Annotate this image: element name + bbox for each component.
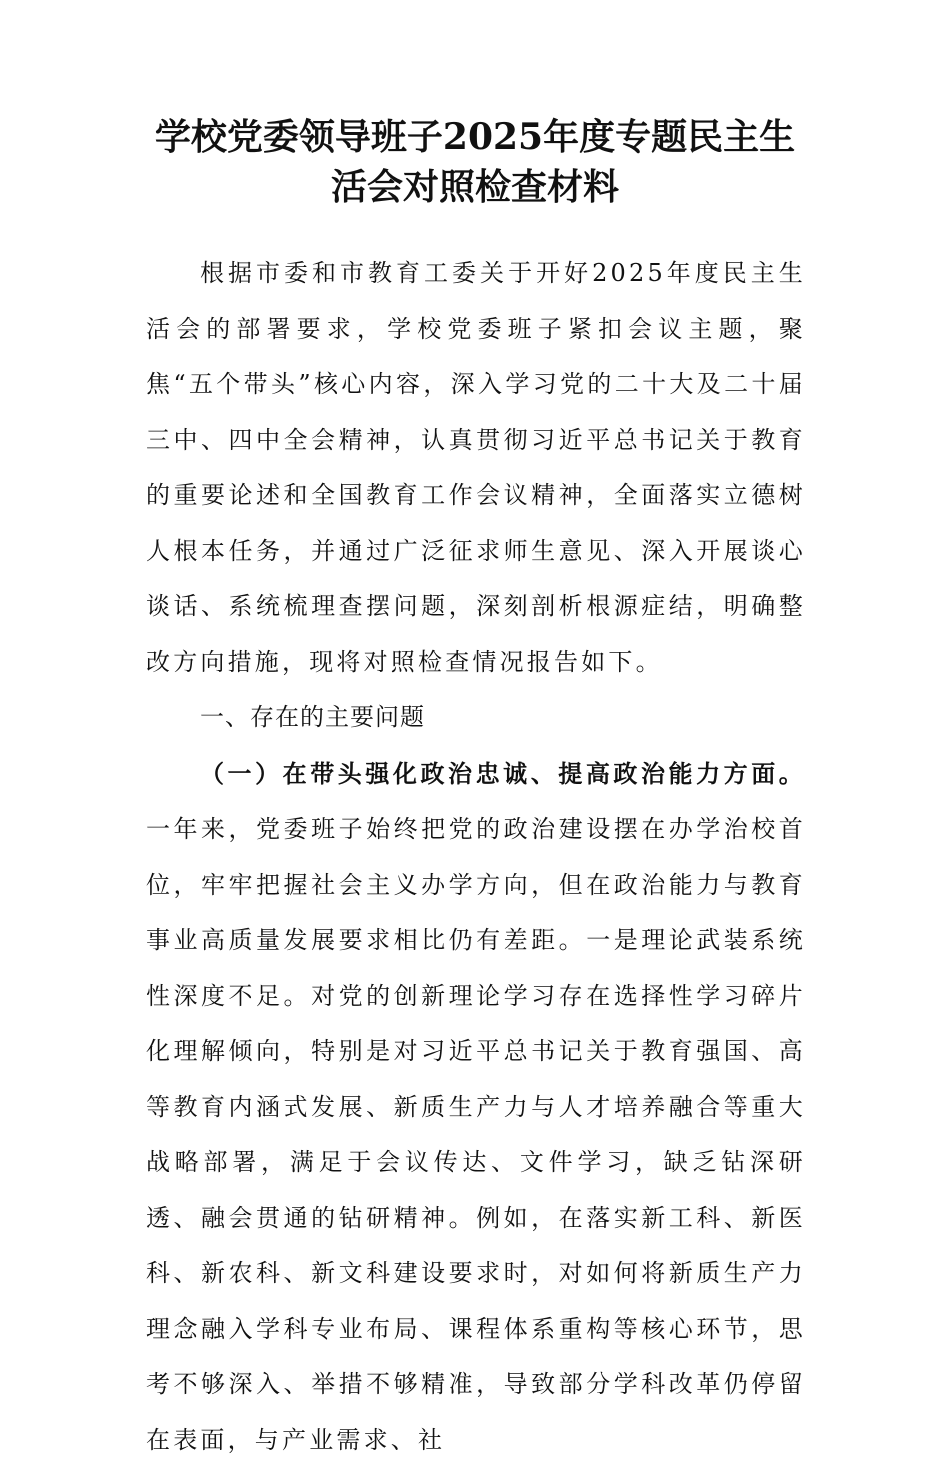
intro-paragraph: 根据市委和市教育工委关于开好2025年度民主生活会的部署要求，学校党委班子紧扣会议主题，聚焦“五个带头”核心内容，深入学习党的二十大及二十届三中、四中全会精神，认真贯彻习近平总书记关于教育的重要论述和全国教育工作会议精神，全面落实立德树人根本任务，并通过广泛征求师生意见、深入开展谈心谈话、系统梳理查摆问题，深刻剖析根源症结，明确整改方向措施，现将对照检查情况报告如下。 — [146, 246, 806, 690]
subsection-paragraph — [146, 746, 806, 1468]
subsection-heading: （一）在带头强化政治忠诚、提高政治能力方面。 — [200, 759, 806, 788]
document-title: 学校党委领导班子2025年度专题民主生活会对照检查材料 — [140, 112, 810, 212]
document-body — [146, 246, 806, 1468]
section-heading: 一、存在的主要问题 — [146, 690, 806, 746]
subsection-body: 一年来，党委班子始终把党的政治建设摆在办学治校首位，牢牢把握社会主义办学方向，但在政治能力与教育事业高质量发展要求相比仍有差距。一是理论武装系统性深度不足。对党的创新理论学习存在选择性学习碎片化理解倾向，特别是对习近平总书记关于教育强国、高等教育内涵式发展、新质生产力与人才培养融合等重大战略部署，满足于会议传达、文件学习，缺乏钻深研透、融会贯通的钻研精神。例如，在落实新工科、新医科、新农科、新文科建设要求时，对如何将新质生产力理念融入学科专业布局、课程体系重构等核心环节，思考不够深入、举措不够精准，导致部分学科改革仍停留在表面，与产业需求、社 — [146, 815, 806, 1454]
